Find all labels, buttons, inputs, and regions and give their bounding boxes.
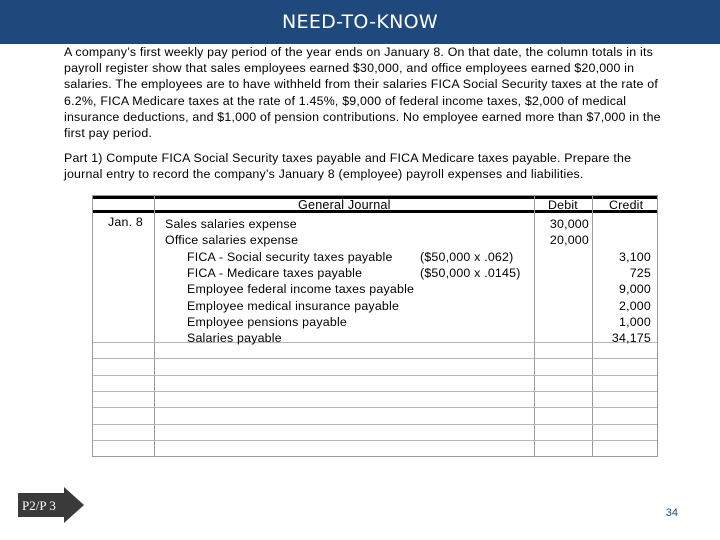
page-number: 34 [665,507,678,519]
general-journal-table [92,195,658,457]
credit-header: Credit [609,198,644,212]
problem-line: payroll register show that sales employees earned $30,000, and office employees earned $20,000 in [64,61,635,76]
journal-account: Employee pensions payable [187,315,347,329]
part1-line: Part 1) Compute FICA Social Security taxes payable and FICA Medicare taxes payable. Prepare the [64,151,632,165]
credit-amount: 9,000 [618,282,651,296]
problem-line: first pay period. [64,126,153,141]
part1-line: journal entry to record the company’s January 8 (employee) payroll expenses and liabilities. [64,167,584,182]
credit-amount: 1,000 [618,315,651,329]
learning-objective-badge [18,487,84,523]
problem-statement [64,44,676,141]
empty-row-line [93,375,657,376]
empty-row-line [93,440,657,441]
journal-account: Salaries payable [187,331,282,345]
calculation-note: ($50,000 x .062) [420,250,514,264]
journal-account: Office salaries expense [165,233,299,247]
journal-account: FICA - Medicare taxes payable [187,266,363,280]
journal-account: Employee medical insurance payable [187,299,400,313]
problem-line: 6.2%, FICA Medicare taxes at the rate of 1.45%, $9,000 of federal income taxes, $2,000 of medical [64,93,627,108]
entry-date: Jan. 8 [108,215,143,229]
credit-amount: 3,100 [618,250,651,264]
debit-amount: 30,000 [549,217,589,231]
empty-row-line [93,342,657,343]
credit-amount: 2,000 [618,299,651,313]
date-column-divider [154,196,155,456]
journal-account: Sales salaries expense [165,217,297,231]
slide-title: NEED-TO-KNOW [282,11,438,33]
empty-row-line [93,407,657,408]
slide-title-bar [0,0,720,44]
empty-row-line [93,391,657,392]
credit-amount: 34,175 [611,331,651,345]
problem-line: insurance deductions, and $1,000 of pension contributions. No employee earned more than $7,000 in the [64,109,661,124]
empty-row-line [93,358,657,359]
learning-objective-label: P2/P 3 [22,498,56,513]
journal-title: General Journal [298,198,391,212]
debit-amount: 20,000 [549,233,589,247]
empty-row-line [93,424,657,425]
debit-header: Debit [548,198,578,212]
calculation-note: ($50,000 x .0145) [420,266,521,280]
journal-account: FICA - Social security taxes payable [187,250,393,264]
problem-line: salaries. The employees are to have withheld from their salaries FICA Social Security taxes at the rate of [64,77,658,92]
credit-amount: 725 [629,266,651,280]
journal-account: Employee federal income taxes payable [187,282,415,296]
problem-line: A company’s first weekly pay period of the year ends on January 8. On that date, the column totals in its [64,45,653,59]
part1-instructions [64,150,676,182]
